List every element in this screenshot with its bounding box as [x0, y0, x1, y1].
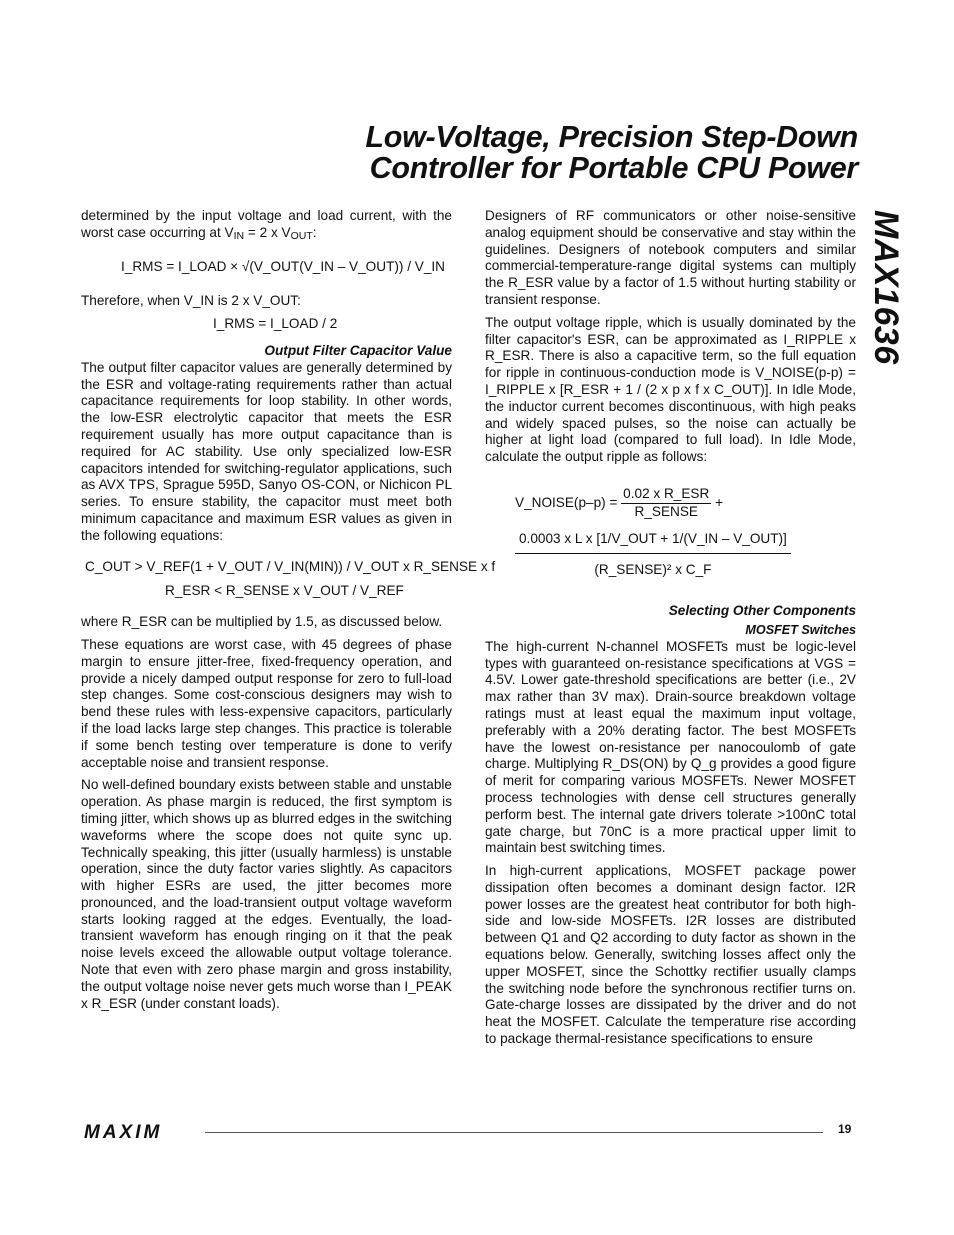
right-column [485, 208, 856, 1054]
section-heading-output-filter: Output Filter Capacitor Value [264, 342, 452, 358]
paragraph: Designers of RF communicators or other noise-sensitive analog equipment should be conservative and stay within the guidelines. Designers of notebook computers and similar commercial-temperature-range digital systems can multiply the R_ESR value by a factor of 1.5 without hurting stability or transient response. [485, 208, 856, 307]
paragraph: The output voltage ripple, which is usually dominated by the filter capacitor's ESR, can be approximated as I_RIPPLE x R_ESR. There is also a capacitive term, so the full equation for ripple in continuous-conduction mode is V_NOISE(p-p) = I_RIPPLE x [R_ESR + 1 / (2 x p x f x C_OUT)]. In Idle Mode, the inductor current becomes discontinuous, with high peaks and widely spaced pulses, so the noise can actually be higher at light load (compared to full load). In Idle Mode, calculate the output ripple as follows: [485, 314, 856, 465]
fraction-denominator: (R_SENSE)² x C_F [594, 562, 712, 578]
fraction-numerator: 0.02 x R_ESR [621, 486, 711, 504]
equation-irms: I_RMS = I_LOAD × √(V_OUT(V_IN – V_OUT)) / V_IN [121, 258, 445, 274]
paragraph: In high-current applications, MOSFET package power dissipation often becomes a dominant design factor. I2R power losses are the greatest heat contributor for both high-side and low-side MOSFETs. I2R losses are distributed between Q1 and Q2 according to duty factor as shown in the equations below. Generally, switching losses affect only the upper MOSFET, since the Schottky rectifier usually clamps the switching node before the synchronous rectifier turns on. Gate-charge losses are dissipated by the driver and do not heat the MOSFET. Calculate the temperature rise according to package thermal-resistance specifications to ensure [485, 863, 856, 1047]
fraction-capacitive [515, 531, 791, 580]
footer-divider [205, 1132, 823, 1133]
fraction-denominator: R_SENSE [634, 503, 698, 519]
paragraph: The output filter capacitor values are generally determined by the ESR and voltage-rating requirements rather than actual capacitance requirements for loop stability. In other words, the low-ESR electrolytic capacitor that meets the ESR requirement usually has more output capacitance than is required for AC stability. Use only specialized low-ESR capacitors intended for switching-regulator applications, such as AVX TPS, Sprague 595D, Sanyo OS-CON, or Nichicon PL series. To ensure stability, the capacitor must meet both minimum capacitance and maximum ESR values as given in the following equations: [81, 359, 452, 543]
page-title [150, 122, 858, 184]
paragraph: where R_ESR can be multiplied by 1.5, as discussed below. [81, 614, 443, 630]
page-number: 19 [838, 1122, 852, 1136]
fraction-numerator: 0.0003 x L x [1/V_OUT + 1/(V_IN – V_OUT)] [515, 531, 791, 555]
paragraph: No well-defined boundary exists between stable and unstable operation. As phase margin is reduced, the first symptom is timing jitter, which shows up as blurred edges in the switching waveforms where the scope does not quite sync up. Technically speaking, this jitter (usually harmless) is unstable operation, since the duty factor varies slightly. As capacitors with higher ESRs are used, the jitter becomes more pronounced, and the load-transient output voltage waveform starts looking ragged at the edges. Eventually, the load-transient waveform has enough ringing on it that the peak noise levels exceed the allowable output voltage tolerance. Note that even with zero phase margin and gross instability, the output voltage noise never gets much worse than I_PEAK x R_ESR (under constant loads). [81, 777, 452, 1011]
equation-resr: R_ESR < R_SENSE x V_OUT / V_REF [165, 583, 404, 599]
fraction-esr [621, 486, 711, 521]
maxim-logo: MAXIM [84, 1122, 163, 1143]
paragraph: Therefore, when V_IN is 2 x V_OUT: [81, 293, 301, 309]
subsection-heading-mosfet: MOSFET Switches [745, 622, 856, 637]
equation-plus: + [715, 494, 724, 510]
title-line-2: Controller for Portable CPU Power [369, 151, 858, 185]
equation-irms-half: I_RMS = I_LOAD / 2 [213, 316, 338, 332]
paragraph: These equations are worst case, with 45 degrees of phase margin to ensure jitter-free, fixed-frequency operation, and provide a nicely damped output response for zero to full-load step changes. Some cost-conscious designers may wish to bend these rules with less-expensive capacitors, particularly if the load lacks large step changes. This practice is tolerable if some bench testing over temperature is done to verify acceptable noise and transient response. [81, 636, 452, 770]
section-heading-selecting: Selecting Other Components [668, 603, 856, 619]
part-number-sidebar: MAX1636 [867, 210, 905, 365]
equation-vnoise [515, 486, 856, 579]
paragraph: The high-current N-channel MOSFETs must be logic-level types with guaranteed on-resistance specifications at VGS = 4.5V. Lower gate-threshold specifications are better (i.e., 2V max rather than 3V max). Drain-source breakdown voltage ratings must at least equal the maximum input voltage, preferably with a 20% derating factor. The best MOSFETs have the lowest on-resistance per nanocoulomb of gate charge. Multiplying R_DS(ON) by Q_g provides a good figure of merit for comparing various MOSFETs. Newer MOSFET process technologies with dense cell structures generally perform best. The internal gate drivers tolerate >100nC total gate charge, but 70nC is a more practical upper limit to maintain best switching times. [485, 638, 856, 856]
title-line-1: Low-Voltage, Precision Step-Down [365, 120, 858, 154]
paragraph: determined by the input voltage and load current, with the worst case occurring at $V_{IN} = 2$ x $V_{OUT}$: [81, 208, 452, 242]
equation-lhs: V_NOISE(p–p) = [515, 494, 618, 510]
equation-cout: C_OUT > V_REF(1 + V_OUT / V_IN(MIN)) / V_OUT x R_SENSE x f [85, 558, 496, 574]
left-column [81, 208, 496, 1018]
